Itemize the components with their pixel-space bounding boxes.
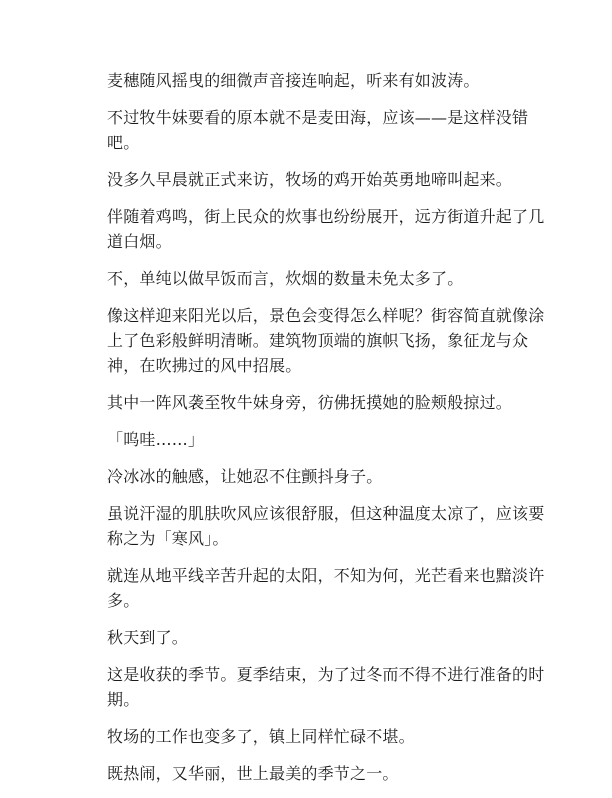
paragraph-11: 就连从地平线辛苦升起的太阳，不知为何，光芒看来也黯淡许多。	[107, 566, 545, 610]
paragraph-5: 不，单纯以做早饭而言，炊烟的数量未免太多了。	[107, 269, 464, 288]
paragraph-12: 秋天到了。	[107, 628, 189, 647]
paragraph-8: 「呜哇……」	[107, 430, 205, 449]
paragraph-15: 既热闹，又华丽，世上最美的季节之一。	[107, 764, 399, 783]
paragraph-10: 虽说汗湿的肌肤吹风应该很舒服，但这种温度太凉了，应该要称之为「寒风」。	[107, 504, 545, 548]
paragraph-6: 像这样迎来阳光以后，景色会变得怎么样呢？街容简直就像涂上了色彩般鲜明清晰。建筑物顶端的旗帜飞扬，象征龙与众神，在吹拂过的风中招展。	[107, 306, 545, 375]
paragraph-13: 这是收获的季节。夏季结束，为了过冬而不得不进行准备的时期。	[107, 665, 545, 709]
paragraph-4: 伴随着鸡鸣，街上民众的炊事也纷纷展开，远方街道升起了几道白烟。	[107, 207, 545, 251]
paragraph-7: 其中一阵风袭至牧牛妹身旁，彷佛抚摸她的脸颊般掠过。	[107, 393, 513, 412]
paragraph-2: 不过牧牛妹要看的原本就不是麦田海，应该——是这样没错吧。	[107, 108, 529, 152]
body-text	[107, 68, 555, 798]
paragraph-9: 冷冰冰的触感，让她忍不住颤抖身子。	[107, 467, 383, 486]
paragraph-3: 没多久早晨就正式来访，牧场的鸡开始英勇地啼叫起来。	[107, 170, 513, 189]
paragraph-14: 牧场的工作也变多了，镇上同样忙碌不堪。	[107, 727, 415, 746]
paragraph-1: 麦穗随风摇曳的细微声音接连响起，听来有如波涛。	[107, 71, 480, 90]
